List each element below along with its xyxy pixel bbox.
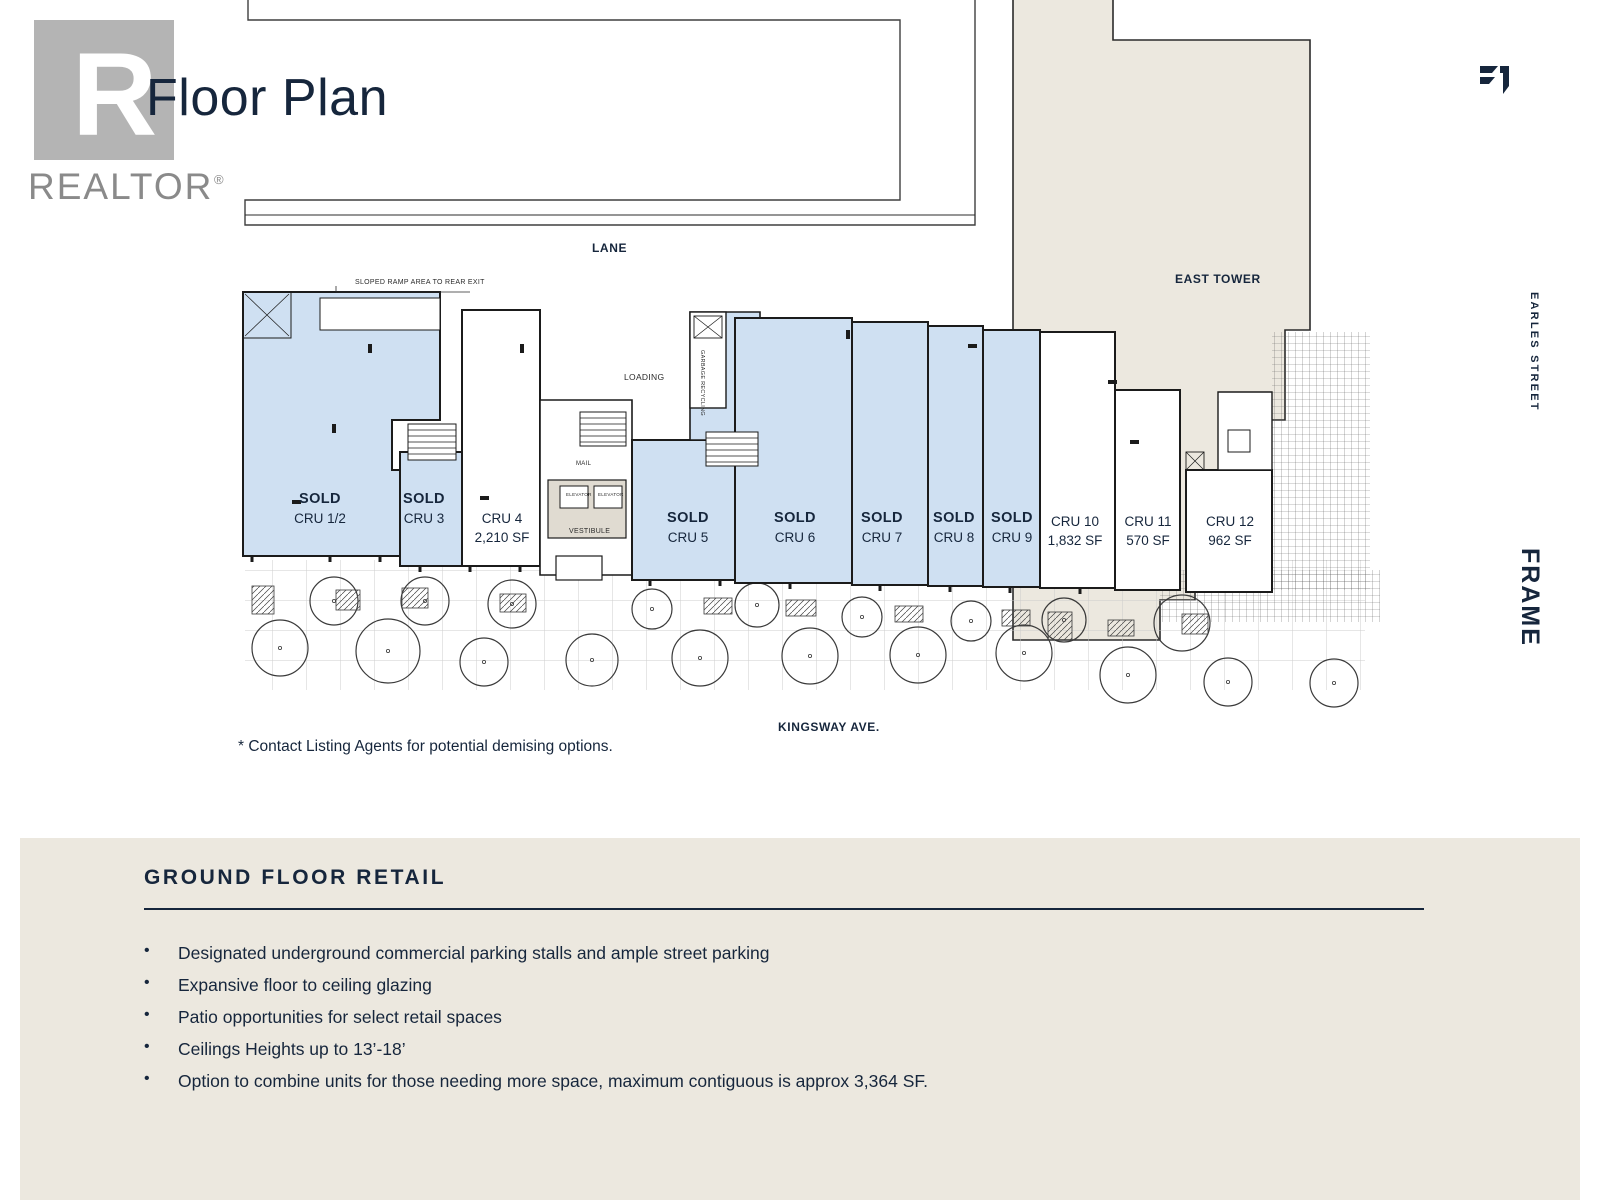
- unit-name-cru-8: CRU 8: [933, 530, 975, 545]
- unit-area-cru-4: 2,210 SF: [474, 530, 530, 545]
- list-item-text: Designated underground commercial parking stalls and ample street parking: [178, 943, 770, 963]
- list-item-text: Ceilings Heights up to 13’-18’: [178, 1039, 406, 1059]
- list-item: [138, 1070, 1438, 1092]
- unit-area-cru-12: 962 SF: [1208, 533, 1252, 548]
- label-elevator-1: ELEVATOR: [566, 492, 592, 497]
- unit-status-cru-3: SOLD: [403, 491, 445, 507]
- unit-status-cru-1-2: SOLD: [299, 491, 341, 507]
- unit-status-cru-7: SOLD: [861, 510, 903, 526]
- list-item-text: Option to combine units for those needing more space, maximum contiguous is approx 3,364 SF.: [178, 1071, 928, 1091]
- label-east-tower: EAST TOWER: [1175, 272, 1261, 286]
- label-kingsway-ave: KINGSWAY AVE.: [778, 720, 880, 734]
- label-sloped-ramp: SLOPED RAMP AREA TO REAR EXIT: [355, 279, 485, 286]
- list-item-text: Expansive floor to ceiling glazing: [178, 975, 432, 995]
- bullet-icon: •: [144, 1070, 150, 1087]
- unit-cru-8: [928, 326, 983, 586]
- page-title: Floor Plan: [146, 69, 388, 127]
- list-item: [138, 1038, 1438, 1060]
- unit-name-cru-11: CRU 11: [1124, 514, 1172, 529]
- elevator-2: [594, 486, 622, 508]
- registered-trademark-icon: ®: [214, 172, 224, 187]
- unit-cru-11: [1115, 390, 1180, 590]
- unit-area-cru-11: 570 SF: [1126, 533, 1170, 548]
- unit-label-cru-4: [440, 509, 564, 547]
- label-loading: LOADING: [624, 372, 665, 382]
- unit-area-cru-10: 1,832 SF: [1047, 533, 1103, 548]
- unit-status-cru-5: SOLD: [667, 510, 709, 526]
- list-item: [138, 974, 1438, 996]
- label-elevator-2: ELEVATOR: [598, 492, 624, 497]
- bullet-icon: •: [144, 942, 150, 959]
- label-vestibule: VESTIBULE: [569, 528, 611, 535]
- label-frame: FRAME: [1516, 548, 1544, 647]
- realtor-logo-letter: R: [72, 29, 158, 161]
- demising-note: * Contact Listing Agents for potential demising options.: [238, 738, 613, 755]
- bullet-icon: •: [144, 1038, 150, 1055]
- feature-list: [138, 942, 1438, 1102]
- service-elevator: [1228, 430, 1250, 452]
- unit-name-cru-9: CRU 9: [991, 530, 1033, 545]
- label-earles-street: EARLES STREET: [1528, 292, 1540, 412]
- ground-floor-retail-panel: [20, 838, 1580, 1200]
- unit-name-cru-12: CRU 12: [1205, 514, 1254, 529]
- realtor-logo-wordmark: REALTOR: [28, 166, 214, 207]
- unit-name-cru-4: CRU 4: [481, 511, 523, 526]
- sloped-ramp: [320, 298, 440, 330]
- list-item: [138, 1006, 1438, 1028]
- unit-name-cru-7: CRU 7: [861, 530, 903, 545]
- label-mail: MAIL: [576, 461, 592, 467]
- bullet-icon: •: [144, 1006, 150, 1023]
- unit-name-cru-3: CRU 3: [403, 511, 445, 526]
- unit-name-cru-10: CRU 10: [1050, 514, 1099, 529]
- unit-status-cru-9: SOLD: [991, 510, 1033, 526]
- unit-label-cru-5: [635, 509, 741, 547]
- entry-recess: [556, 556, 602, 580]
- unit-name-cru-6: CRU 6: [774, 530, 816, 545]
- unit-name-cru-5: CRU 5: [667, 530, 709, 545]
- unit-name-cru-1-2: CRU 1/2: [294, 511, 346, 526]
- unit-label-cru-1-2: [252, 490, 388, 528]
- lane-outline: [245, 0, 975, 225]
- unit-status-cru-8: SOLD: [933, 510, 975, 526]
- elevator-1: [560, 486, 588, 508]
- unit-status-cru-6: SOLD: [774, 510, 816, 526]
- list-item: [138, 942, 1438, 964]
- label-garbage-recycling: GARBAGE RECYCLING: [699, 350, 705, 416]
- list-item-text: Patio opportunities for select retail spaces: [178, 1007, 502, 1027]
- label-lane: LANE: [592, 241, 628, 255]
- bullet-icon: •: [144, 974, 150, 991]
- garbage-recycling-room: [690, 312, 726, 408]
- section-divider: [144, 908, 1424, 910]
- section-heading: GROUND FLOOR RETAIL: [144, 866, 447, 889]
- unit-label-cru-12: [1182, 512, 1278, 550]
